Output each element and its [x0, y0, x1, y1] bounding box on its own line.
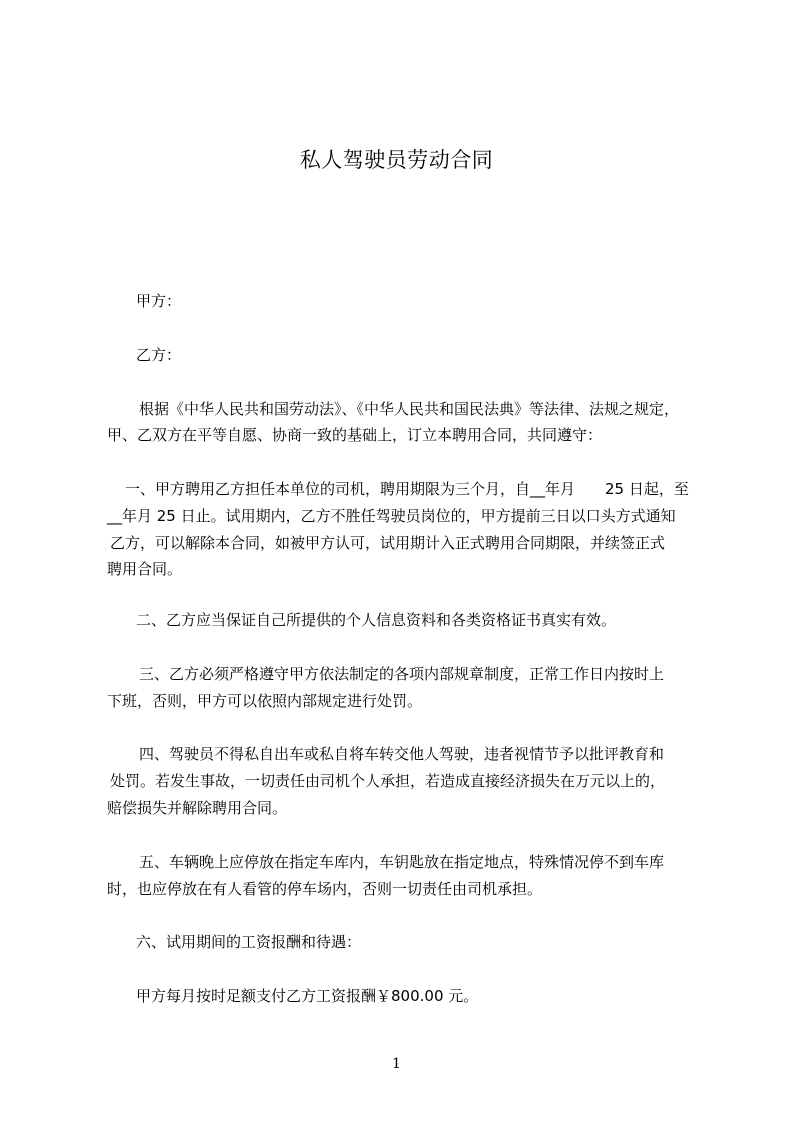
clause-6-heading: 六、试用期间的工资报酬和待遇： [136, 933, 362, 951]
salary-line: 甲方每月按时足额支付乙方工资报酬￥800.00 元。 [136, 987, 479, 1005]
document-title: 私人驾驶员劳动合同 [299, 148, 494, 172]
clause-1-line-2: __年月 25 日止。试用期内，乙方不胜任驾驶员岗位的，甲方提前三日以口头方式通知 [107, 507, 676, 525]
preamble-line-1: 根据《中华人民共和国劳动法》、《中华人民共和国民法典》等法律、法规之规定， [139, 400, 680, 418]
clause-4-line-2: 处罚。若发生事故，一切责任由司机个人承担，若造成直接经济损失在万元以上的， [110, 772, 666, 790]
clause-4-line-1: 四、驾驶员不得私自出车或私自将车转交他人驾驶，违者视情节予以批评教育和 [139, 745, 665, 763]
preamble-line-2: 甲、乙双方在平等自愿、协商一致的基础上，订立本聘用合同，共同遵守： [107, 426, 603, 444]
clause-3-line-1: 三、乙方必须严格遵守甲方依法制定的各项内部规章制度，正常工作日内按时上 [139, 665, 665, 683]
clause-1-line-4: 聘用合同。 [107, 560, 183, 578]
clause-3-line-2: 下班，否则，甲方可以依照内部规定进行处罚。 [107, 692, 423, 710]
party-a-label: 甲方： [136, 292, 182, 310]
clause-5-line-2: 时，也应停放在有人看管的停车场内，否则一切责任由司机承担。 [107, 880, 543, 898]
page-number: 1 [392, 1056, 401, 1072]
clause-1-line-3: 乙方，可以解除本合同，如被甲方认可，试用期计入正式聘用合同期限，并续签正式 [110, 534, 666, 552]
clause-2-line-1: 二、乙方应当保证自己所提供的个人信息资料和各类资格证书真实有效。 [136, 611, 617, 629]
clause-4-line-3: 赔偿损失并解除聘用合同。 [107, 799, 288, 817]
party-b-label: 乙方： [136, 346, 182, 364]
clause-1-line-1: 一、甲方聘用乙方担任本单位的司机，聘用期限为三个月，自__年月 25 日起，至 [125, 480, 689, 498]
clause-5-line-1: 五、车辆晚上应停放在指定车库内，车钥匙放在指定地点，特殊情况停不到车库 [139, 853, 665, 871]
